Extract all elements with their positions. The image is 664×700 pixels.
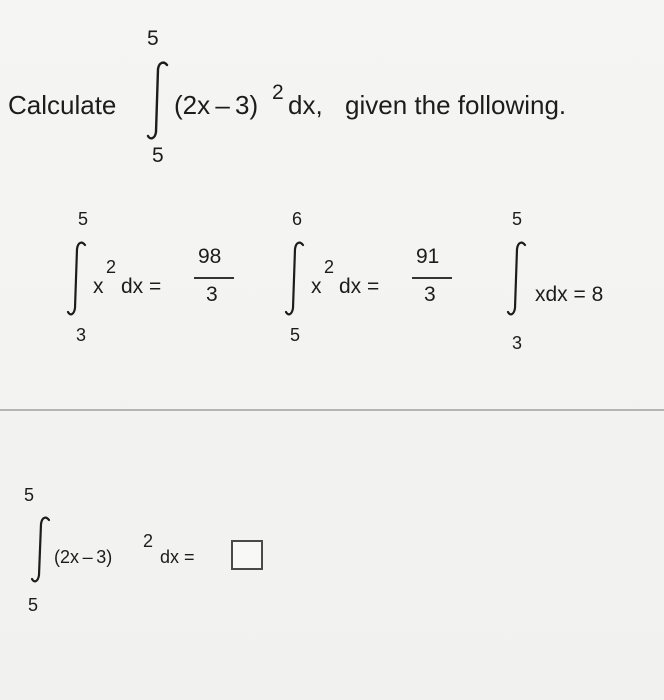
question-lower-limit: 5 [152, 144, 164, 167]
given-2-upper-limit: 6 [292, 209, 303, 229]
given-2-dx: dx = [339, 275, 380, 298]
given-2-lower-limit: 5 [290, 325, 301, 345]
given-1-exponent: 2 [106, 257, 117, 277]
question-integral-sign [145, 60, 171, 142]
answer-lower-limit: 5 [28, 595, 39, 615]
given-3-upper-limit: 5 [512, 209, 523, 229]
given-1-fraction-bar [194, 277, 234, 279]
given-3-integral-sign [506, 240, 528, 318]
given-1-lower-limit: 3 [76, 325, 87, 345]
given-1-dx: dx = [121, 275, 162, 298]
answer-upper-limit: 5 [24, 485, 35, 505]
question-dx: dx, [288, 90, 323, 120]
question-prefix: Calculate [8, 90, 117, 120]
given-1-numerator: 98 [198, 245, 222, 268]
given-3-rhs: xdx = 8 [535, 283, 604, 306]
section-divider [0, 409, 664, 411]
given-1-upper-limit: 5 [78, 209, 89, 229]
question-suffix: given the following. [345, 90, 567, 120]
answer-dx: dx = [160, 547, 195, 567]
answer-exponent: 2 [143, 531, 154, 551]
answer-input-box[interactable] [231, 540, 263, 570]
question-integrand: (2x – 3) [174, 90, 259, 120]
question-exponent: 2 [272, 81, 284, 104]
given-2-exponent: 2 [324, 257, 335, 277]
answer-integral-sign [30, 515, 52, 585]
given-1-denominator: 3 [206, 283, 218, 306]
given-2-fraction-bar [412, 277, 452, 279]
given-2-denominator: 3 [424, 283, 436, 306]
given-2-integral-sign [284, 240, 306, 318]
given-2-integrand: x [311, 275, 322, 298]
given-1-integrand: x [93, 275, 104, 298]
answer-integrand: (2x – 3) [54, 547, 113, 567]
question-upper-limit: 5 [147, 27, 159, 50]
given-1-integral-sign [66, 240, 88, 318]
given-3-lower-limit: 3 [512, 333, 523, 353]
given-2-numerator: 91 [416, 245, 440, 268]
